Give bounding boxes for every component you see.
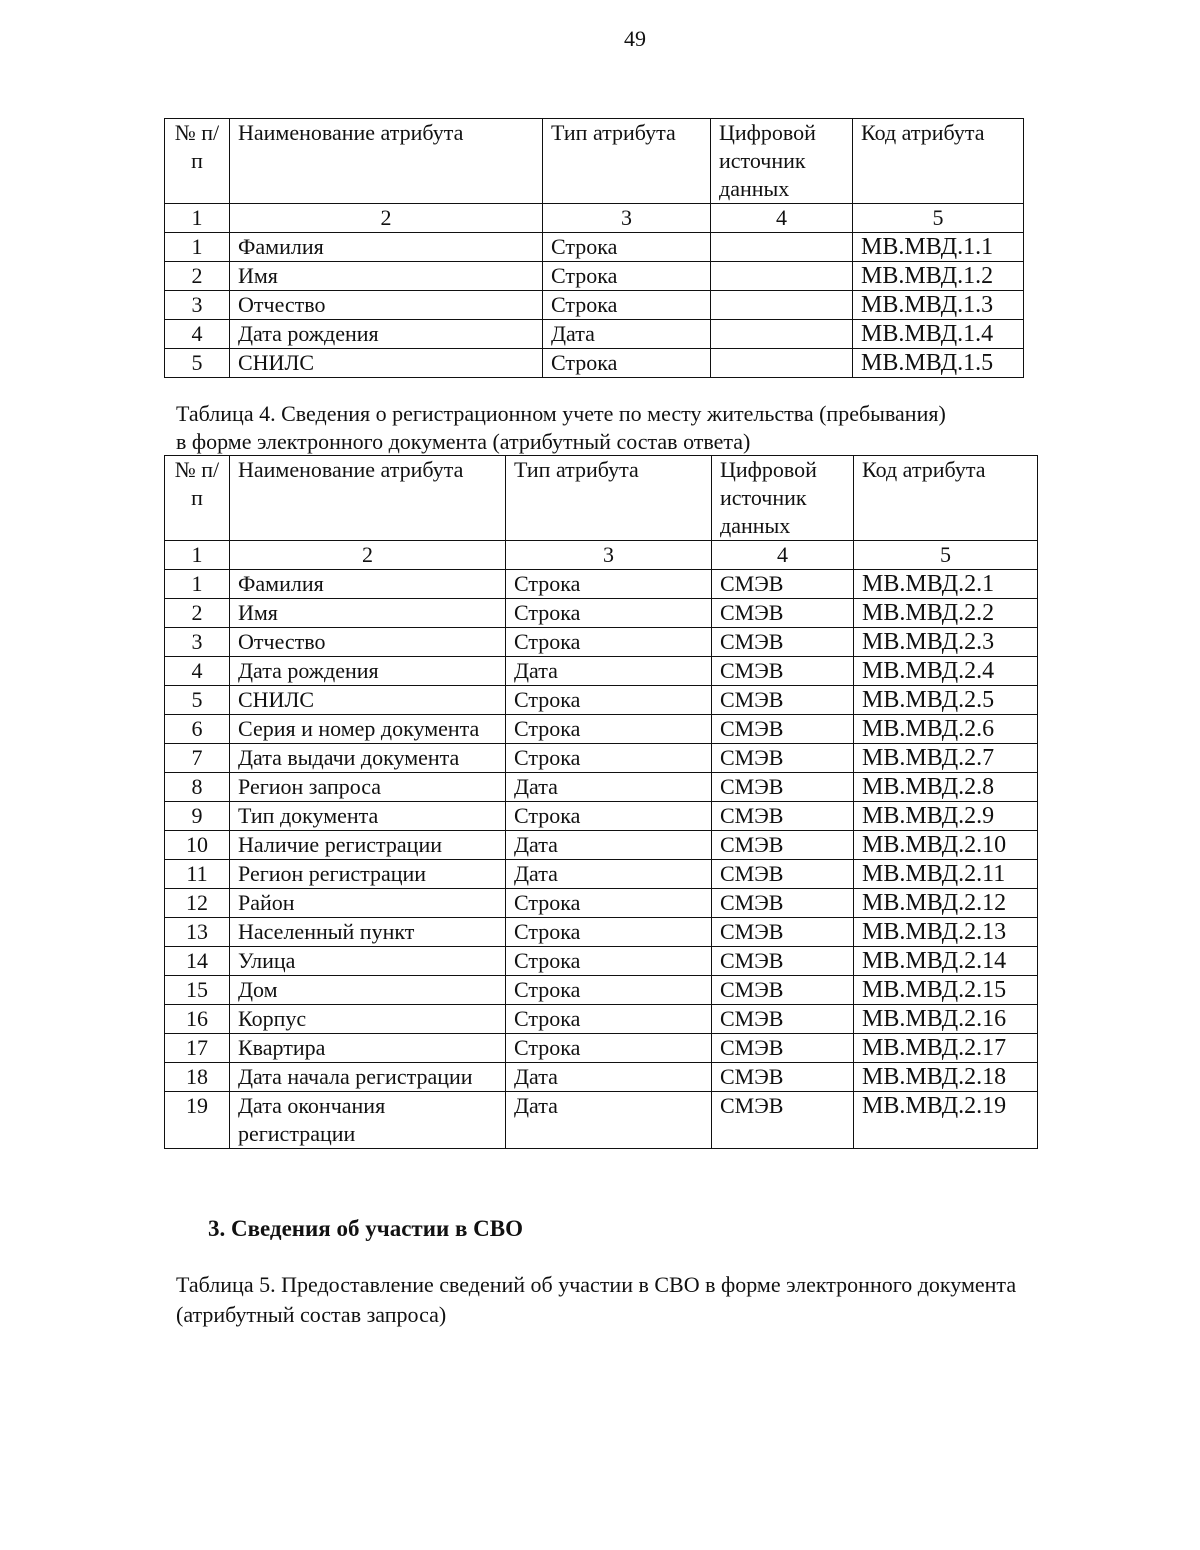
data-source: СМЭВ <box>712 628 854 657</box>
attribute-code: МВ.МВД.2.14 <box>854 947 1038 976</box>
table-row <box>165 686 1038 715</box>
attribute-type: Строка <box>506 918 712 947</box>
header-cell: Наименование атрибута <box>230 119 543 204</box>
table-row <box>165 860 1038 889</box>
attribute-name: Квартира <box>230 1034 506 1063</box>
data-source: СМЭВ <box>712 715 854 744</box>
attribute-type: Строка <box>506 889 712 918</box>
attribute-code: МВ.МВД.2.5 <box>854 686 1038 715</box>
row-number: 17 <box>165 1034 230 1063</box>
attribute-name: Дата рождения <box>230 320 543 349</box>
attribute-type: Строка <box>506 686 712 715</box>
attribute-type: Строка <box>506 570 712 599</box>
table-row <box>165 773 1038 802</box>
attribute-code: МВ.МВД.2.6 <box>854 715 1038 744</box>
section-heading: 3. Сведения об участии в СВО <box>208 1216 523 1241</box>
row-number: 3 <box>165 291 230 320</box>
attribute-name: Отчество <box>230 291 543 320</box>
data-source: СМЭВ <box>712 1034 854 1063</box>
header-cell: Тип атрибута <box>506 456 712 541</box>
table-header-row <box>165 456 1038 541</box>
attribute-type: Строка <box>506 599 712 628</box>
attribute-code: МВ.МВД.2.11 <box>854 860 1038 889</box>
table-header-row <box>165 119 1024 204</box>
attribute-name: Серия и номер документа <box>230 715 506 744</box>
table-row <box>165 570 1038 599</box>
data-source <box>711 320 853 349</box>
table-4-caption <box>176 400 1056 456</box>
data-source: СМЭВ <box>712 744 854 773</box>
row-number: 4 <box>165 657 230 686</box>
column-number-cell: 5 <box>853 204 1024 233</box>
column-number-cell: 1 <box>165 541 230 570</box>
attribute-code: МВ.МВД.1.5 <box>853 349 1024 378</box>
table-5-caption: Таблица 5. Предоставление сведений об участии в СВО в форме электронного документа (атрибутный состав запроса) <box>176 1272 1017 1327</box>
attribute-type: Строка <box>506 1005 712 1034</box>
row-number: 6 <box>165 715 230 744</box>
table-row <box>165 349 1024 378</box>
header-cell: № п/п <box>165 456 230 541</box>
column-number-cell: 3 <box>506 541 712 570</box>
attribute-name: Имя <box>230 599 506 628</box>
attribute-name: Корпус <box>230 1005 506 1034</box>
data-source: СМЭВ <box>712 889 854 918</box>
row-number: 7 <box>165 744 230 773</box>
header-cell: Цифровой источник данных <box>712 456 854 541</box>
data-source: СМЭВ <box>712 831 854 860</box>
attribute-code: МВ.МВД.2.7 <box>854 744 1038 773</box>
data-source: СМЭВ <box>712 599 854 628</box>
table-row <box>165 1063 1038 1092</box>
attribute-code: МВ.МВД.1.1 <box>853 233 1024 262</box>
attribute-code: МВ.МВД.2.3 <box>854 628 1038 657</box>
header-cell: Код атрибута <box>853 119 1024 204</box>
data-source: СМЭВ <box>712 947 854 976</box>
row-number: 1 <box>165 233 230 262</box>
header-cell: Тип атрибута <box>543 119 711 204</box>
attribute-name: Дата начала регистрации <box>230 1063 506 1092</box>
attribute-code: МВ.МВД.2.1 <box>854 570 1038 599</box>
column-number-row <box>165 541 1038 570</box>
attribute-name: Дата окончания регистрации <box>230 1092 506 1149</box>
table-row <box>165 947 1038 976</box>
attribute-table-response <box>164 455 1038 1149</box>
table-row <box>165 831 1038 860</box>
attribute-type: Строка <box>543 262 711 291</box>
table-4-caption-line2: в форме электронного документа (атрибутный состав ответа) <box>176 429 751 454</box>
attribute-type: Строка <box>506 976 712 1005</box>
attribute-name: Отчество <box>230 628 506 657</box>
attribute-type: Строка <box>506 1034 712 1063</box>
row-number: 2 <box>165 262 230 291</box>
attribute-code: МВ.МВД.2.17 <box>854 1034 1038 1063</box>
table-row <box>165 918 1038 947</box>
row-number: 15 <box>165 976 230 1005</box>
attribute-name: Регион регистрации <box>230 860 506 889</box>
column-number-cell: 2 <box>230 204 543 233</box>
header-cell: Код атрибута <box>854 456 1038 541</box>
attribute-type: Дата <box>506 860 712 889</box>
attribute-type: Дата <box>506 1063 712 1092</box>
data-source: СМЭВ <box>712 1063 854 1092</box>
attribute-code: МВ.МВД.2.13 <box>854 918 1038 947</box>
row-number: 18 <box>165 1063 230 1092</box>
attribute-name: Улица <box>230 947 506 976</box>
attribute-type: Строка <box>506 802 712 831</box>
attribute-name: Наличие регистрации <box>230 831 506 860</box>
data-source: СМЭВ <box>712 976 854 1005</box>
row-number: 12 <box>165 889 230 918</box>
row-number: 1 <box>165 570 230 599</box>
attribute-type: Строка <box>543 349 711 378</box>
attribute-type: Строка <box>506 715 712 744</box>
attribute-code: МВ.МВД.2.15 <box>854 976 1038 1005</box>
attribute-type: Строка <box>543 291 711 320</box>
row-number: 16 <box>165 1005 230 1034</box>
table-row <box>165 657 1038 686</box>
attribute-code: МВ.МВД.2.18 <box>854 1063 1038 1092</box>
attribute-code: МВ.МВД.1.2 <box>853 262 1024 291</box>
table-row <box>165 1005 1038 1034</box>
row-number: 2 <box>165 599 230 628</box>
attribute-type: Строка <box>543 233 711 262</box>
table-row <box>165 320 1024 349</box>
attribute-name: СНИЛС <box>230 686 506 715</box>
column-number-row <box>165 204 1024 233</box>
attribute-code: МВ.МВД.2.10 <box>854 831 1038 860</box>
column-number-cell: 4 <box>711 204 853 233</box>
attribute-name: Фамилия <box>230 570 506 599</box>
data-source: СМЭВ <box>712 860 854 889</box>
column-number-cell: 3 <box>543 204 711 233</box>
row-number: 5 <box>165 349 230 378</box>
row-number: 8 <box>165 773 230 802</box>
row-number: 11 <box>165 860 230 889</box>
table-row <box>165 1092 1038 1149</box>
attribute-code: МВ.МВД.2.16 <box>854 1005 1038 1034</box>
row-number: 13 <box>165 918 230 947</box>
data-source: СМЭВ <box>712 1092 854 1149</box>
data-source: СМЭВ <box>712 657 854 686</box>
attribute-code: МВ.МВД.2.2 <box>854 599 1038 628</box>
table-row <box>165 715 1038 744</box>
attribute-code: МВ.МВД.1.4 <box>853 320 1024 349</box>
table-row <box>165 599 1038 628</box>
attribute-name: Дата выдачи документа <box>230 744 506 773</box>
data-source <box>711 233 853 262</box>
data-source <box>711 349 853 378</box>
attribute-type: Строка <box>506 628 712 657</box>
row-number: 5 <box>165 686 230 715</box>
data-source <box>711 262 853 291</box>
attribute-type: Дата <box>506 657 712 686</box>
attribute-name: Дом <box>230 976 506 1005</box>
attribute-name: Район <box>230 889 506 918</box>
table-row <box>165 1034 1038 1063</box>
attribute-type: Дата <box>543 320 711 349</box>
attribute-name: Тип документа <box>230 802 506 831</box>
attribute-type: Дата <box>506 831 712 860</box>
row-number: 19 <box>165 1092 230 1149</box>
table-row <box>165 628 1038 657</box>
column-number-cell: 2 <box>230 541 506 570</box>
page-number: 49 <box>624 26 646 51</box>
table-row <box>165 976 1038 1005</box>
attribute-type: Дата <box>506 1092 712 1149</box>
row-number: 14 <box>165 947 230 976</box>
data-source: СМЭВ <box>712 570 854 599</box>
data-source <box>711 291 853 320</box>
row-number: 4 <box>165 320 230 349</box>
table-row <box>165 291 1024 320</box>
table-row <box>165 744 1038 773</box>
attribute-table-request <box>164 118 1024 378</box>
attribute-type: Строка <box>506 744 712 773</box>
column-number-cell: 4 <box>712 541 854 570</box>
table-row <box>165 889 1038 918</box>
attribute-name: Фамилия <box>230 233 543 262</box>
table-row <box>165 802 1038 831</box>
attribute-code: МВ.МВД.2.9 <box>854 802 1038 831</box>
table-row <box>165 262 1024 291</box>
header-cell: Цифровой источник данных <box>711 119 853 204</box>
attribute-code: МВ.МВД.2.12 <box>854 889 1038 918</box>
attribute-type: Строка <box>506 947 712 976</box>
attribute-name: Дата рождения <box>230 657 506 686</box>
table-4-caption-line1: Таблица 4. Сведения о регистрационном учете по месту жительства (пребывания) <box>176 401 946 426</box>
column-number-cell: 1 <box>165 204 230 233</box>
row-number: 10 <box>165 831 230 860</box>
data-source: СМЭВ <box>712 802 854 831</box>
row-number: 9 <box>165 802 230 831</box>
attribute-code: МВ.МВД.2.4 <box>854 657 1038 686</box>
data-source: СМЭВ <box>712 773 854 802</box>
attribute-name: Населенный пункт <box>230 918 506 947</box>
attribute-code: МВ.МВД.2.19 <box>854 1092 1038 1149</box>
attribute-name: СНИЛС <box>230 349 543 378</box>
header-cell: № п/п <box>165 119 230 204</box>
attribute-type: Дата <box>506 773 712 802</box>
attribute-name: Регион запроса <box>230 773 506 802</box>
data-source: СМЭВ <box>712 686 854 715</box>
data-source: СМЭВ <box>712 918 854 947</box>
table-row <box>165 233 1024 262</box>
header-cell: Наименование атрибута <box>230 456 506 541</box>
attribute-code: МВ.МВД.2.8 <box>854 773 1038 802</box>
attribute-code: МВ.МВД.1.3 <box>853 291 1024 320</box>
row-number: 3 <box>165 628 230 657</box>
data-source: СМЭВ <box>712 1005 854 1034</box>
column-number-cell: 5 <box>854 541 1038 570</box>
attribute-name: Имя <box>230 262 543 291</box>
